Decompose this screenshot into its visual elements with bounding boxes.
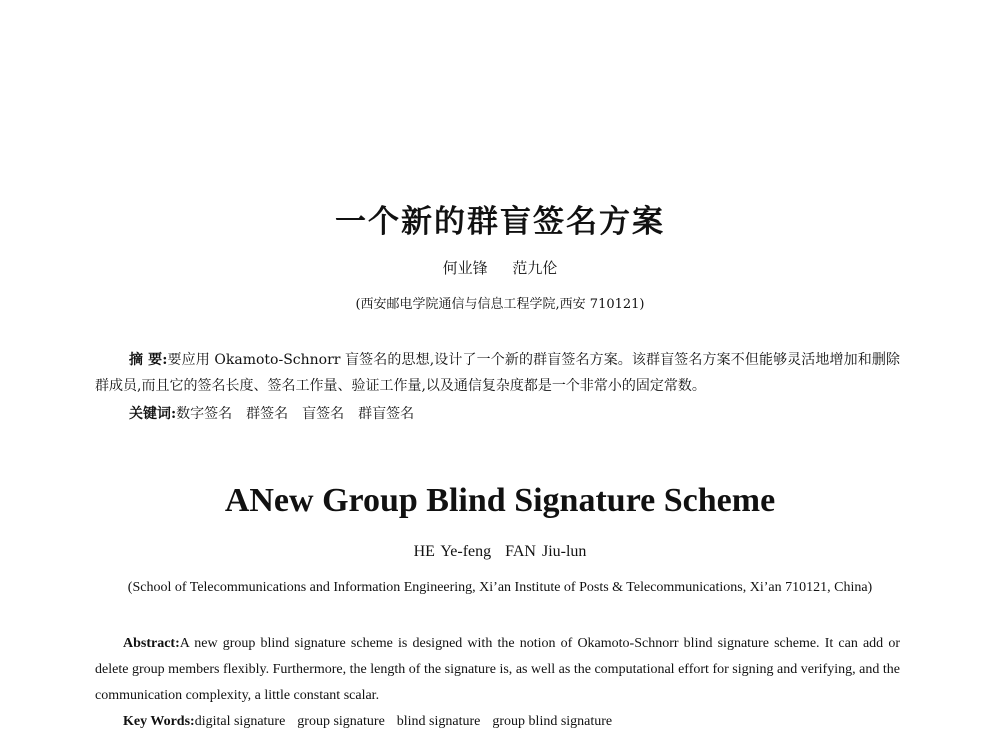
abstract-label-en: Abstract: <box>123 636 180 651</box>
keyword-cn: 群盲签名 <box>358 406 415 422</box>
english-authors <box>0 543 1000 561</box>
english-affiliation: (School of Telecommunications and Information Engineering, Xi’an Institute of Posts & Telecommunications, Xi’an 710121, China) <box>127 580 873 595</box>
chinese-keywords <box>129 401 909 427</box>
english-title: ANew Group Blind Signature Scheme <box>224 482 776 519</box>
keyword-en: group blind signature <box>492 714 613 729</box>
abstract-text-cn: 要应用 Okamoto-Schnorr 盲签名的思想,设计了一个新的群盲签名方案。该群盲签名方案不但能够灵活地增加和删除群成员,而且它的签名长度、签名工作量、验证工作量,以及通信复杂度都是一个非常小的固定常数。 <box>95 352 900 394</box>
chinese-affiliation: (西安邮电学院通信与信息工程学院,西安 710121) <box>355 297 645 312</box>
keyword-cn: 群签名 <box>246 406 289 422</box>
author-2-en: FAN Jiu-lun <box>505 543 587 560</box>
chinese-authors <box>0 257 1000 278</box>
abstract-label-cn: 摘 要: <box>129 352 168 368</box>
keywords-label-en: Key Words: <box>123 714 195 729</box>
abstract-text-en: A new group blind signature scheme is designed with the notion of Okamoto-Schnorr blind signature scheme. It can add or delete group members flexibly. Furthermore, the length of the signature is, as well as the computational effort for signing and verifying, and the communication complexity, a little constant scalar. <box>95 636 900 703</box>
keyword-cn: 盲签名 <box>302 406 345 422</box>
author-1-cn: 何业锋 <box>442 259 488 277</box>
keywords-label-cn: 关键词: <box>129 406 177 422</box>
keyword-en: group signature <box>297 714 385 729</box>
author-1-en: HE Ye-feng <box>413 543 492 560</box>
english-abstract <box>95 631 900 709</box>
english-keywords <box>123 709 903 735</box>
author-2-cn: 范九伦 <box>512 259 558 277</box>
chinese-abstract <box>95 347 900 399</box>
keyword-cn: 数字签名 <box>176 406 233 422</box>
keyword-en: digital signature <box>194 714 286 729</box>
keyword-en: blind signature <box>396 714 481 729</box>
chinese-title: 一个新的群盲签名方案 <box>335 204 665 240</box>
